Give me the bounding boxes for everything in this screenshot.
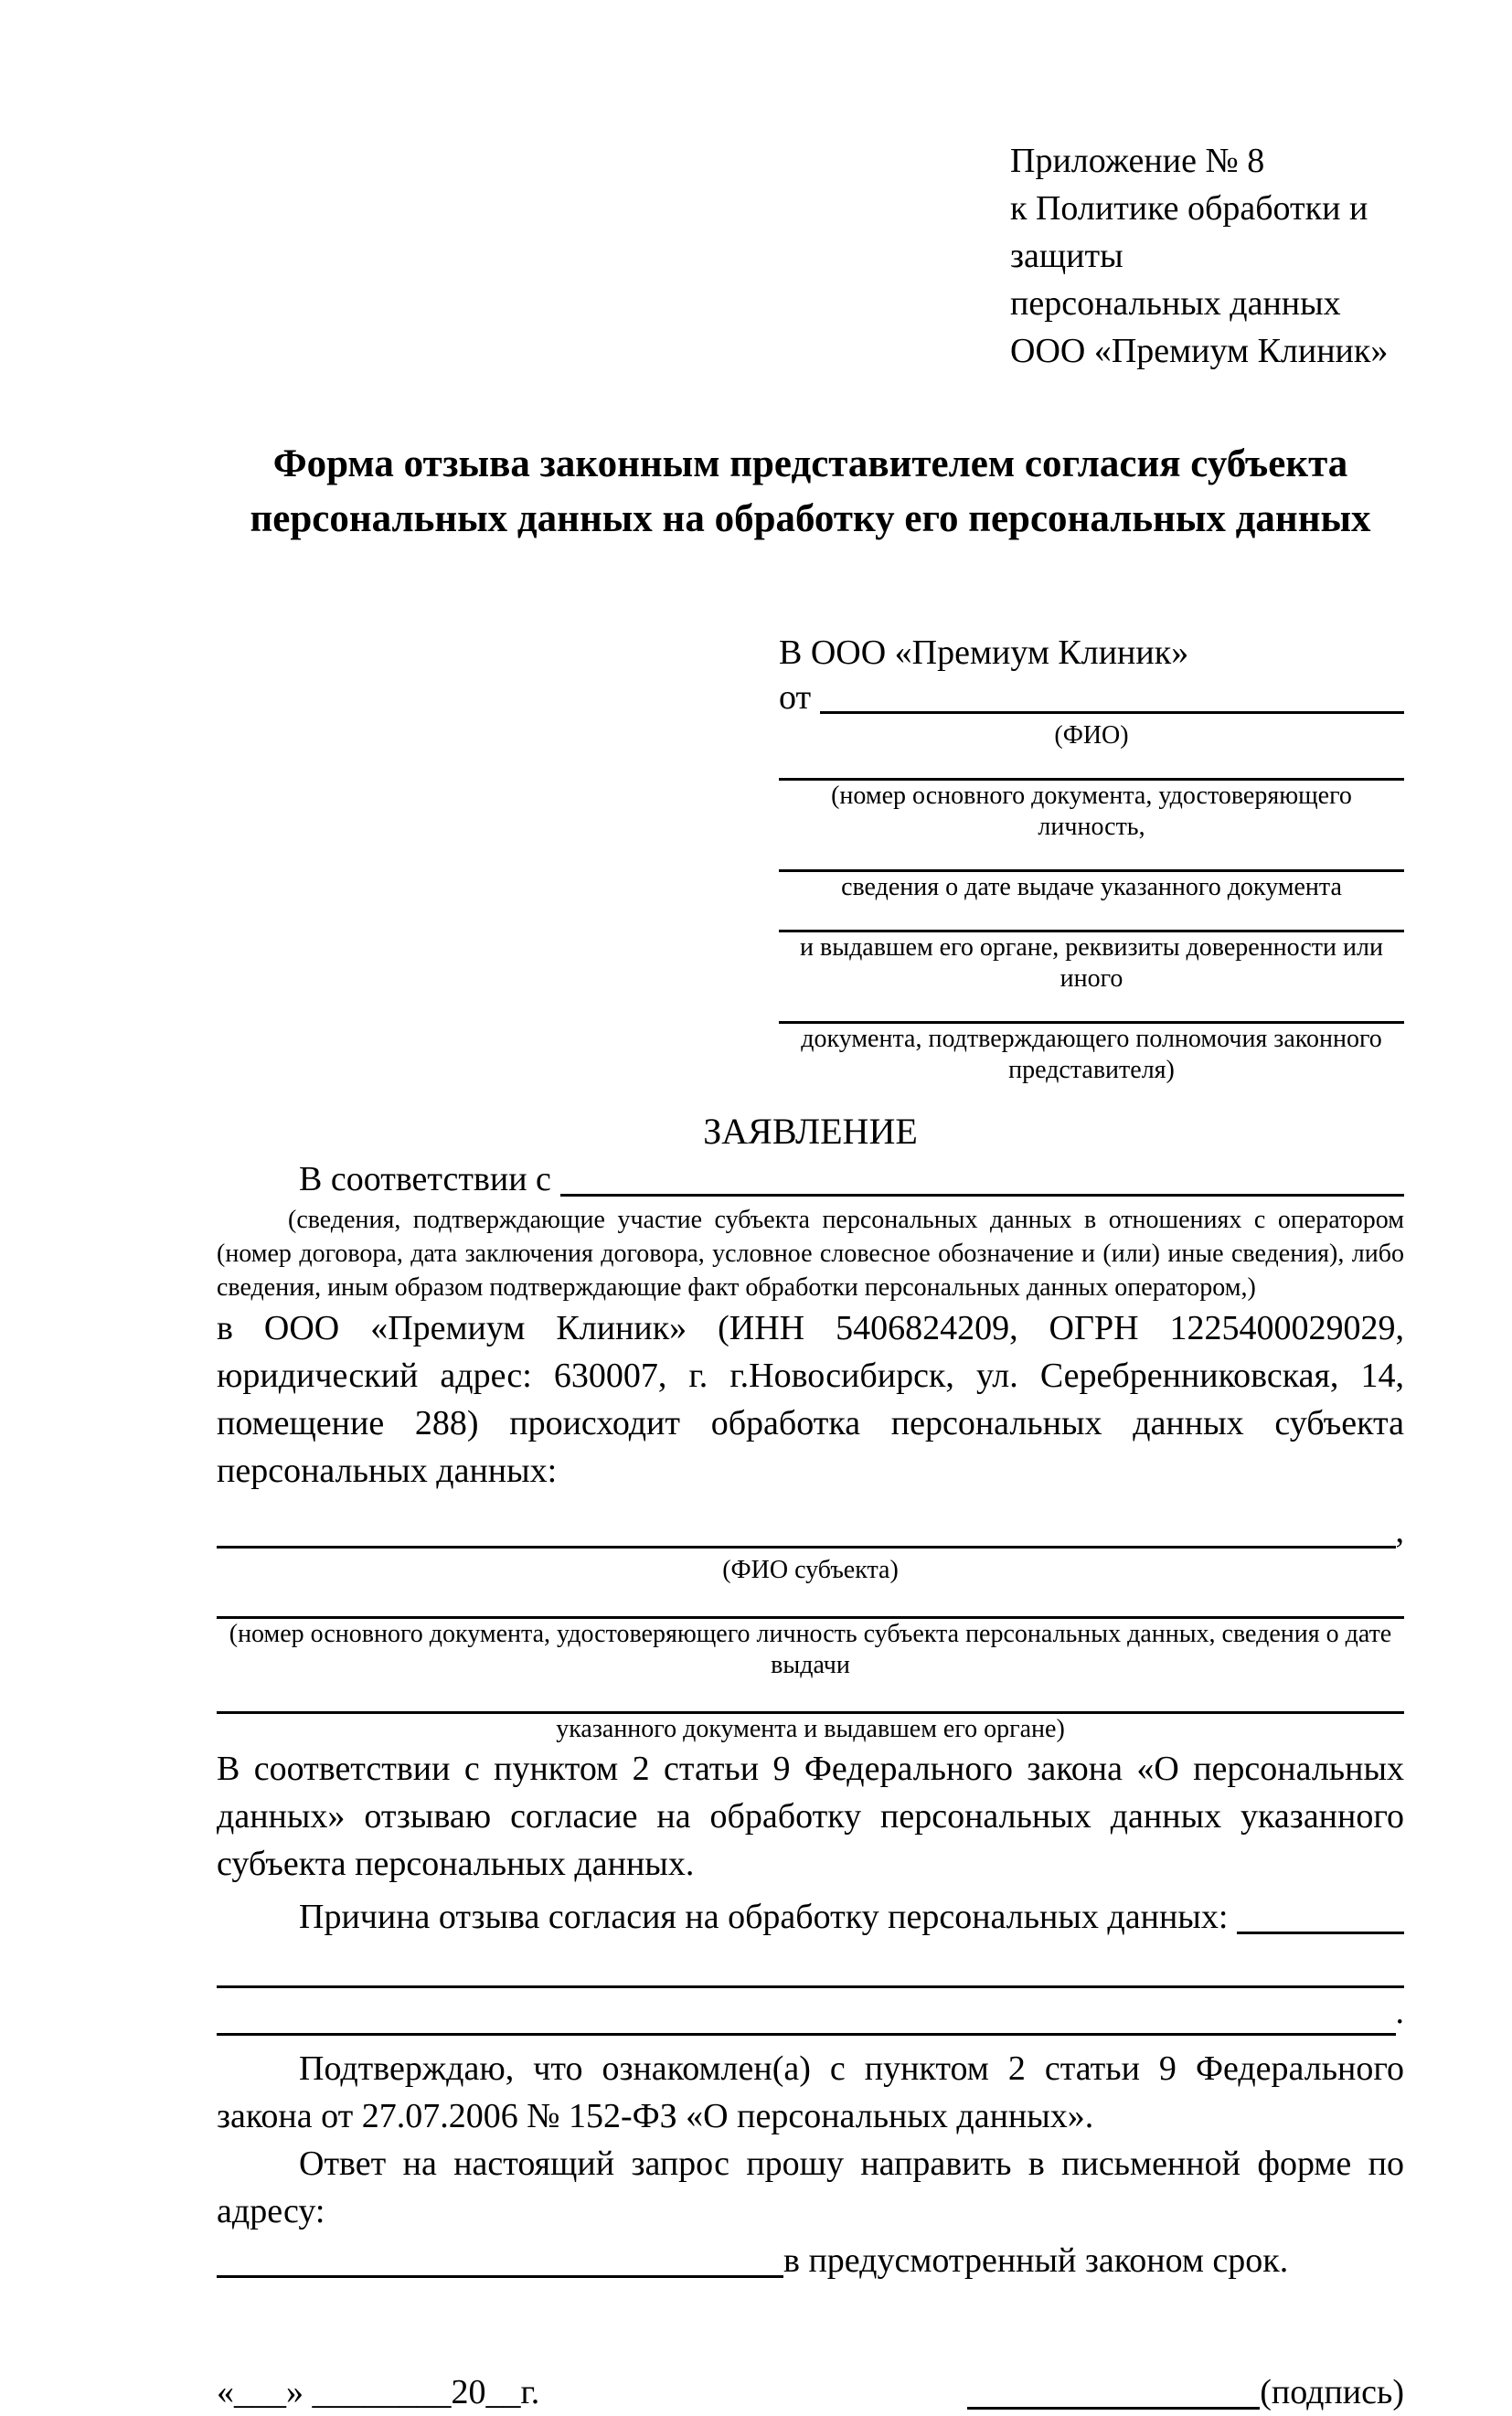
doc-authority-caption: и выдавшем его органе, реквизиты доверенности или иного xyxy=(800,933,1383,993)
subject-doc-caption2: указанного документа и выдавшем его органе) xyxy=(556,1715,1065,1743)
doc-powers-blank-line xyxy=(779,995,1404,1024)
subject-fio-comma: , xyxy=(1395,1512,1404,1550)
reason-blank-row3 xyxy=(217,1988,1404,2036)
reason-period: . xyxy=(1395,1993,1404,2031)
subject-fio-row xyxy=(217,1507,1404,1555)
signature-blank-line xyxy=(967,2407,1260,2410)
reason-row xyxy=(217,1893,1404,1941)
fio-caption: (ФИО) xyxy=(1054,721,1129,750)
subject-doc-caption1: (номер основного документа, удостоверяющего личность субъекта персональных данных, сведения о дате выдачи xyxy=(229,1620,1392,1679)
footer-row xyxy=(217,2368,1404,2416)
reply-address-blank-line xyxy=(217,2275,783,2278)
reason-blank-line2 xyxy=(217,1941,1404,1988)
appendix-policy-line: к Политике обработки и защиты xyxy=(1010,189,1368,275)
subject-fio-blank-line xyxy=(217,1546,1396,1549)
doc-authority-blank-line xyxy=(779,903,1404,932)
appendix-number: Приложение № 8 xyxy=(1010,142,1265,180)
subject-fio-caption: (ФИО субъекта) xyxy=(722,1556,899,1584)
intro-prefix: В соответствии с xyxy=(299,1160,551,1198)
document-title-line2: персональных данных на обработку его персональных данных xyxy=(250,497,1371,540)
subject-doc-blank-line1 xyxy=(217,1591,1404,1619)
from-label: от xyxy=(779,678,812,717)
operator-paragraph: в ООО «Премиум Клиник» (ИНН 5406824209, ОГРН 1225400029029, юридический адрес: 630007, г. г.Новосибирск, ул. Серебренниковская, 14, помещение 288) происходит обработка персональных данных субъекта персональных данных: xyxy=(217,1309,1404,1490)
addressee-block xyxy=(779,631,1404,1086)
reply-address-row xyxy=(217,2237,1404,2284)
statement-heading: ЗАЯВЛЕНИЕ xyxy=(703,1111,918,1152)
document-title xyxy=(217,437,1404,547)
date-field: «___» ________20__г. xyxy=(217,2373,540,2411)
reply-suffix: в предусмотренный законом срок. xyxy=(783,2241,1289,2280)
reason-label: Причина отзыва согласия на обработку персональных данных: xyxy=(299,1898,1229,1936)
from-row xyxy=(779,675,1404,720)
document-title-line1: Форма отзыва законным представителем согласия субъекта xyxy=(272,442,1348,485)
intro-caption: (сведения, подтверждающие участие субъекта персональных данных в отношениях с оператором (номер договора, дата заключения договора, условное словесное обозначение и (или) иные сведения), либо сведения, иным образом подтверждающие факт обработки персональных данных оператором,) xyxy=(217,1206,1404,1302)
doc-powers-caption: документа, подтверждающего полномочия законного представителя) xyxy=(801,1025,1382,1084)
appendix-reference-block xyxy=(1010,137,1404,375)
reply-paragraph: Ответ на настоящий запрос прошу направить в письменной форме по адресу: xyxy=(217,2145,1404,2230)
signature-group xyxy=(967,2368,1404,2416)
confirm-paragraph: Подтверждаю, что ознакомлен(а) с пунктом 2 статьи 9 Федерального закона от 27.07.2006 № 152-ФЗ «О персональных данных». xyxy=(217,2049,1404,2135)
reason-blank-line xyxy=(1237,1932,1404,1934)
doc-issue-date-blank-line xyxy=(779,843,1404,872)
appendix-policy-line2: персональных данных xyxy=(1010,284,1341,323)
withdraw-paragraph: В соответствии с пунктом 2 статьи 9 Федерального закона «О персональных данных» отзываю согласие на обработку персональных данных указанного субъекта персональных данных. xyxy=(217,1750,1404,1883)
from-fio-blank-line xyxy=(820,711,1404,714)
doc-number-blank-line xyxy=(779,751,1404,781)
addressee-company: В ООО «Премиум Клиник» xyxy=(779,633,1189,672)
doc-number-caption: (номер основного документа, удостоверяющего личность, xyxy=(831,782,1352,841)
signature-caption: (подпись) xyxy=(1260,2373,1404,2411)
reason-blank-line3 xyxy=(217,1997,1396,2036)
intro-row xyxy=(217,1155,1404,1203)
appendix-company: ООО «Премиум Клиник» xyxy=(1010,332,1389,370)
intro-blank-line xyxy=(560,1194,1404,1197)
subject-doc-blank-line2 xyxy=(217,1687,1404,1714)
doc-issue-date-caption: сведения о дате выдаче указанного документа xyxy=(841,873,1342,901)
